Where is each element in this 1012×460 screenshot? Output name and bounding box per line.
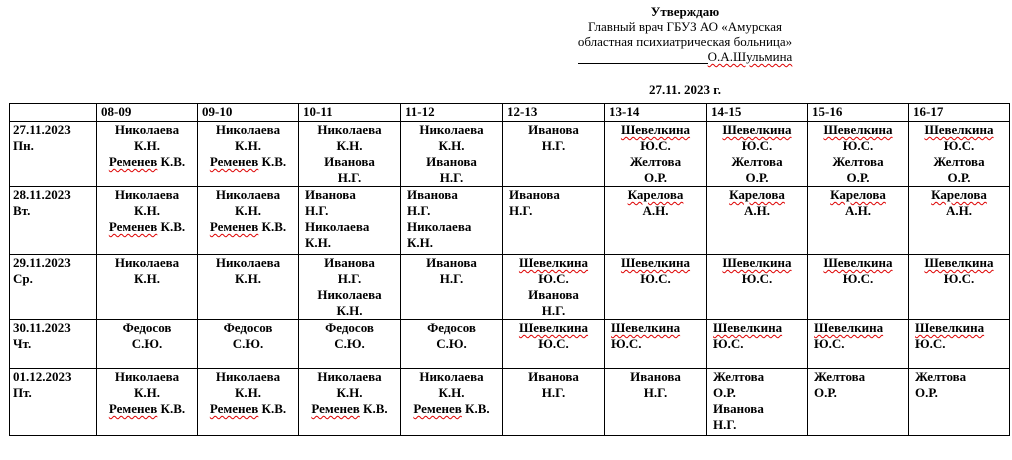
staff-line: Желтова: [933, 154, 985, 169]
staff-line: Шевелкина: [518, 320, 589, 335]
staff-line: К.Н.: [133, 203, 161, 218]
staff-line: Иванова: [528, 122, 579, 137]
staff-line: Ю.С.: [741, 138, 773, 153]
staff-line: Николаева: [215, 255, 281, 270]
day-cell: [10, 369, 97, 436]
schedule-cell: [97, 122, 198, 187]
hours-header-row: [10, 104, 1010, 122]
staff-line: Ременев К.В.: [311, 401, 388, 416]
staff-line: С.Ю.: [436, 336, 467, 351]
surname-part: Ременев: [413, 401, 462, 416]
staff-line: Ю.С.: [538, 271, 569, 286]
hour-header: 08-09: [97, 104, 198, 122]
day-of-week: Пт.: [13, 385, 32, 400]
staff-line: К.Н.: [336, 385, 363, 400]
staff-line: К.Н.: [305, 235, 332, 250]
staff-line: О.Р.: [846, 170, 870, 185]
signature-row: [560, 49, 810, 64]
staff-line: Николаева: [419, 369, 484, 384]
staff-line: Н.Г.: [337, 170, 362, 185]
staff-line: Шевелкина: [620, 255, 691, 270]
staff-line: К.Н.: [407, 235, 434, 250]
day-date: 28.11.2023: [13, 187, 71, 202]
table-row: [10, 255, 1010, 320]
schedule-cell: [198, 369, 299, 436]
schedule-cell: [808, 122, 909, 187]
staff-line: Ю.С.: [640, 138, 671, 153]
schedule-cell: [605, 369, 707, 436]
staff-line: Шевелкина: [924, 255, 994, 270]
staff-line: С.Ю.: [232, 336, 264, 351]
staff-line: Ю.С.: [611, 336, 642, 351]
table-row: [10, 122, 1010, 187]
schedule-cell: [401, 369, 503, 436]
surname-part: Ременев: [311, 401, 360, 416]
staff-line: Н.Г.: [305, 203, 329, 218]
schedule-cell: [909, 122, 1010, 187]
schedule-cell: [707, 187, 808, 255]
staff-line: Николаева: [114, 187, 180, 202]
staff-line: Федосов: [223, 320, 273, 335]
staff-line: Ременев К.В.: [108, 219, 186, 234]
staff-line: К.Н.: [438, 138, 465, 153]
staff-line: Шевелкина: [915, 320, 985, 335]
staff-line: Николаева: [114, 255, 180, 270]
staff-line: А.Н.: [845, 203, 871, 218]
surname-part: Ременев: [108, 401, 158, 416]
schedule-cell: [503, 320, 605, 369]
schedule-cell: [808, 255, 909, 320]
day-of-week: Чт.: [13, 336, 32, 351]
staff-line: Федосов: [427, 320, 476, 335]
schedule-cell: [503, 187, 605, 255]
schedule-cell: [198, 122, 299, 187]
approval-title: Утверждаю: [650, 4, 720, 19]
staff-line: Федосов: [122, 320, 172, 335]
staff-line: Н.Г.: [541, 385, 566, 400]
day-cell: [10, 187, 97, 255]
staff-line: Желтова: [731, 154, 783, 169]
staff-line: Н.Г.: [439, 170, 464, 185]
schedule-cell: [401, 187, 503, 255]
schedule-cell: [97, 187, 198, 255]
staff-line: Шевелкина: [620, 122, 691, 137]
schedule-cell: [299, 369, 401, 436]
staff-line: Н.Г.: [643, 385, 668, 400]
staff-line: Николаева: [317, 287, 382, 302]
staff-line: О.Р.: [947, 170, 971, 185]
schedule-cell: [198, 255, 299, 320]
day-date: 29.11.2023: [13, 255, 71, 270]
staff-line: Николаева: [215, 122, 281, 137]
staff-line: С.Ю.: [334, 336, 365, 351]
staff-line: Иванова: [305, 187, 356, 202]
staff-line: Ременев К.В.: [209, 401, 287, 416]
staff-line: Ю.С.: [640, 271, 671, 286]
surname-part: Ременев: [108, 219, 158, 234]
staff-line: О.Р.: [915, 385, 938, 400]
staff-line: Н.Г.: [407, 203, 431, 218]
staff-line: Шевелкина: [518, 255, 589, 270]
day-date: 01.12.2023: [13, 369, 72, 384]
schedule-cell: [97, 369, 198, 436]
document-date: 27.11. 2023 г.: [649, 82, 721, 97]
hour-header: 12-13: [503, 104, 605, 122]
staff-line: Иванова: [630, 369, 681, 384]
signature-line: [578, 51, 708, 64]
schedule-cell: [808, 369, 909, 436]
table-row: [10, 320, 1010, 369]
staff-line: Ю.С.: [814, 336, 845, 351]
schedule-cell: [909, 255, 1010, 320]
schedule-cell: [299, 122, 401, 187]
staff-line: Николаева: [215, 187, 281, 202]
schedule-cell: [198, 187, 299, 255]
surname-part: Ременев: [209, 401, 259, 416]
schedule-cell: [503, 369, 605, 436]
staff-line: Карелова: [830, 187, 886, 202]
staff-line: Николаева: [419, 122, 484, 137]
schedule-cell: [503, 255, 605, 320]
schedule-cell: [401, 255, 503, 320]
day-cell: [10, 122, 97, 187]
schedule-cell: [808, 187, 909, 255]
staff-line: А.Н.: [946, 203, 972, 218]
staff-line: Николаева: [317, 122, 382, 137]
schedule-cell: [198, 320, 299, 369]
staff-line: Желтова: [832, 154, 884, 169]
staff-line: Желтова: [915, 369, 967, 384]
hour-header: 15-16: [808, 104, 909, 122]
staff-line: К.Н.: [234, 271, 262, 286]
day-of-week: Ср.: [13, 271, 33, 286]
staff-line: Николаева: [215, 369, 281, 384]
signer-name: О.А.Шульмина: [707, 49, 793, 64]
staff-line: О.Р.: [745, 170, 769, 185]
staff-line: А.Н.: [642, 203, 669, 218]
staff-line: Н.Г.: [337, 271, 362, 286]
staff-line: Николаева: [317, 369, 382, 384]
staff-line: Карелова: [627, 187, 684, 202]
schedule-cell: [909, 369, 1010, 436]
day-of-week: Пн.: [13, 138, 34, 153]
schedule-cell: [299, 320, 401, 369]
staff-line: С.Ю.: [131, 336, 163, 351]
staff-line: Шевелкина: [722, 122, 792, 137]
schedule-cell: [299, 255, 401, 320]
staff-line: Шевелкина: [722, 255, 792, 270]
staff-line: Карелова: [931, 187, 987, 202]
staff-line: Н.Г.: [439, 271, 464, 286]
staff-line: Н.Г.: [541, 138, 566, 153]
staff-line: К.Н.: [133, 385, 161, 400]
corner-cell: [10, 104, 97, 122]
staff-line: Иванова: [528, 287, 579, 302]
schedule-cell: [808, 320, 909, 369]
staff-line: Ю.С.: [943, 271, 975, 286]
hour-header: 13-14: [605, 104, 707, 122]
staff-line: Желтова: [814, 369, 866, 384]
staff-line: К.Н.: [336, 138, 363, 153]
staff-line: Н.Г.: [713, 417, 737, 432]
schedule-cell: [707, 255, 808, 320]
staff-line: Ю.С.: [538, 336, 569, 351]
hour-header: 09-10: [198, 104, 299, 122]
schedule-cell: [97, 320, 198, 369]
schedule-cell: [401, 320, 503, 369]
staff-line: О.Р.: [644, 170, 667, 185]
staff-line: Ю.С.: [842, 271, 874, 286]
day-date: 30.11.2023: [13, 320, 71, 335]
day-date: 27.11.2023: [13, 122, 71, 137]
schedule-cell: [707, 369, 808, 436]
staff-line: Федосов: [325, 320, 374, 335]
staff-line: Ременев К.В.: [108, 401, 186, 416]
staff-line: О.Р.: [814, 385, 837, 400]
staff-line: К.Н.: [133, 138, 161, 153]
schedule-cell: [605, 187, 707, 255]
schedule-cell: [299, 187, 401, 255]
schedule-cell: [909, 320, 1010, 369]
schedule-cell: [605, 122, 707, 187]
hour-header: 14-15: [707, 104, 808, 122]
staff-line: Иванова: [426, 255, 477, 270]
schedule-cell: [503, 122, 605, 187]
staff-line: Шевелкина: [814, 320, 884, 335]
staff-line: Иванова: [713, 401, 764, 416]
staff-line: О.Р.: [713, 385, 736, 400]
staff-line: Шевелкина: [823, 255, 893, 270]
staff-line: Иванова: [324, 154, 375, 169]
staff-line: Иванова: [509, 187, 560, 202]
day-of-week: Вт.: [13, 203, 31, 218]
staff-line: Н.Г.: [509, 203, 533, 218]
schedule-cell: [605, 255, 707, 320]
hour-header: 11-12: [401, 104, 503, 122]
schedule-cell: [707, 122, 808, 187]
staff-line: Желтова: [713, 369, 765, 384]
table-row: [10, 369, 1010, 436]
staff-line: Ю.С.: [741, 271, 773, 286]
approval-line-1: Главный врач ГБУЗ АО «Амурская: [588, 19, 782, 34]
hour-header: 16-17: [909, 104, 1010, 122]
day-cell: [10, 320, 97, 369]
staff-line: Ю.С.: [915, 336, 946, 351]
staff-line: Ременев К.В.: [108, 154, 186, 169]
staff-line: Шевелкина: [611, 320, 681, 335]
approval-block: [560, 4, 810, 64]
staff-line: Иванова: [426, 154, 477, 169]
day-cell: [10, 255, 97, 320]
staff-line: Ю.С.: [842, 138, 874, 153]
schedule-cell: [909, 187, 1010, 255]
surname-part: Ременев: [209, 154, 259, 169]
staff-line: Ю.С.: [713, 336, 744, 351]
staff-line: Ременев К.В.: [209, 219, 287, 234]
staff-line: Ю.С.: [943, 138, 975, 153]
staff-line: Николаева: [114, 122, 180, 137]
staff-line: Шевелкина: [823, 122, 893, 137]
schedule-cell: [401, 122, 503, 187]
surname-part: Ременев: [108, 154, 158, 169]
table-row: [10, 187, 1010, 255]
staff-line: К.Н.: [234, 138, 262, 153]
approval-line-2: областная психиатрическая больница»: [577, 34, 793, 49]
schedule-cell: [707, 320, 808, 369]
staff-line: К.Н.: [234, 385, 262, 400]
staff-line: К.Н.: [438, 385, 465, 400]
hour-header: 10-11: [299, 104, 401, 122]
staff-line: Николаева: [407, 219, 472, 234]
staff-line: Шевелкина: [924, 122, 994, 137]
approval-header: [0, 0, 1012, 100]
staff-line: Иванова: [324, 255, 375, 270]
staff-line: Желтова: [629, 154, 682, 169]
staff-line: К.Н.: [133, 271, 161, 286]
staff-line: Шевелкина: [713, 320, 783, 335]
staff-line: К.Н.: [336, 303, 363, 318]
staff-line: Николаева: [114, 369, 180, 384]
staff-line: К.Н.: [234, 203, 262, 218]
staff-line: А.Н.: [744, 203, 770, 218]
schedule-table: [9, 103, 1010, 436]
staff-line: Николаева: [305, 219, 370, 234]
staff-line: Ременев К.В.: [413, 401, 490, 416]
surname-part: Ременев: [209, 219, 259, 234]
staff-line: Карелова: [729, 187, 785, 202]
schedule-cell: [97, 255, 198, 320]
staff-line: Н.Г.: [541, 303, 566, 318]
staff-line: Иванова: [407, 187, 458, 202]
schedule-cell: [605, 320, 707, 369]
staff-line: Иванова: [528, 369, 579, 384]
staff-line: Ременев К.В.: [209, 154, 287, 169]
